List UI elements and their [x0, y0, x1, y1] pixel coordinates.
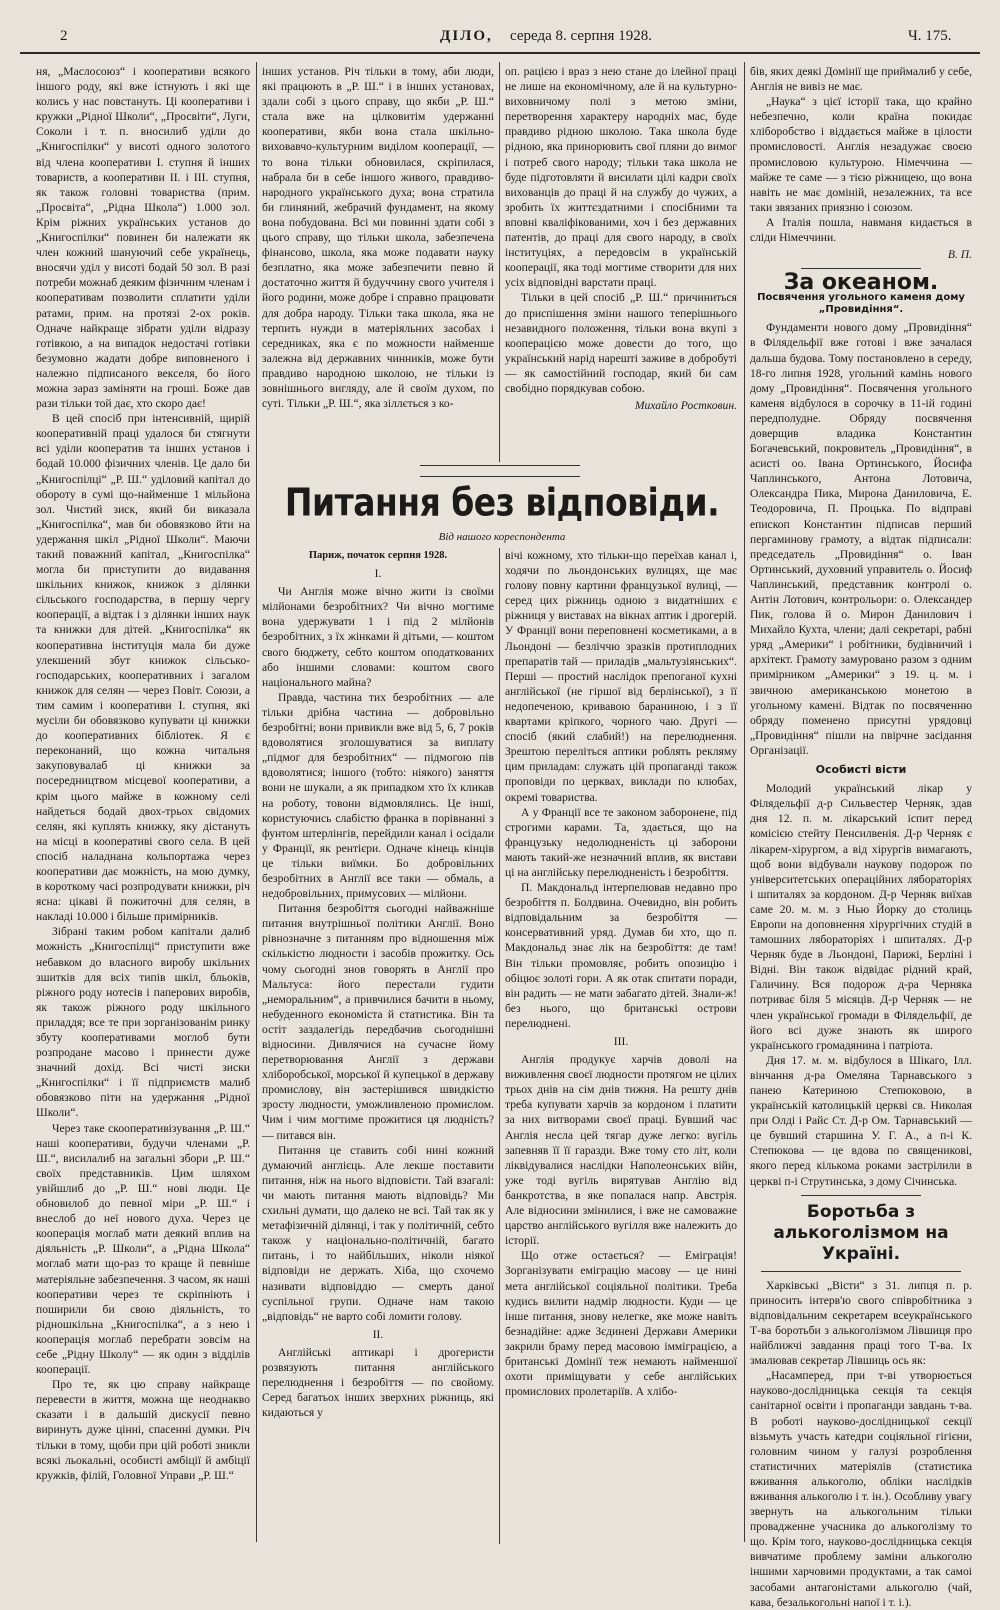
article-column-a	[262, 548, 494, 1544]
page-number: 2	[60, 28, 68, 44]
paragraph: Англія продукує харчів доволі на виживлення своєї людности протягом не цілих трьох днів на сім днів тижня. На решту днів треба купувати харчів за кордоном і платити за них витворами своєї праці. Бувший час Англія несла цей тягар дуже легко: вугіль запевняв її її гаразди. Вже тому сто літ, коли ліквідувалися наслідки Наполеонських війн, уже тоді вугіль вирятував Англію від банкротства, в яке попалася напр. Австрія. Але відносини змінилися, і вже не самоважне царство англійського вугілля вже належить до історії.	[505, 1053, 737, 1248]
story-subhead: Особисті вісти	[815, 763, 907, 777]
divider	[801, 268, 921, 269]
article-headline: Питання без відповіди.	[284, 480, 720, 525]
column-divider	[256, 62, 257, 1542]
article-byline: Від нашого кореспондента	[438, 531, 566, 543]
dateline: Париж, початок серпня 1928.	[308, 550, 448, 561]
story-dek: Посвячення угольного каменя дому „Провидіння“.	[757, 292, 965, 316]
issue-number: Ч. 175.	[908, 28, 952, 44]
column-divider	[499, 62, 500, 462]
column-6	[750, 64, 972, 1609]
paragraph: Питання це ставить собі нині кожний думаючий англієць. Але лекше поставити питання, ніж на нього відповісти. Тай взагалі: чи мають питання мають відповідь? Ми схильні думати, що далеко не всі. Тай так як у метафізичній ділянці, і так у політичній, себто також у національно-політичній, багато питань, і то найбільших, ніколи ніякої відповіди не держать. Хіба, що схочемо називати відповіддю — смерть даної суспільної групи. Одначе нам такою „відповідь“ не варто собі ломити голову.	[262, 1143, 494, 1323]
paragraph: інших установ. Річ тільки в тому, аби люди, які працюють в „Р. Ш.“ і в інших установах, здали собі з цього справу, що якби „Р. Ш.“ стала вже на цілковитім удержанні кооперативи, якби вона стала шкільно-виховавчо-культурним виділом кооперації, — то вона тільки обновилася, скріпилася, набрала би в себе іншого живого, правдиво-народного українського духа; вона стратила би глиняний, жебрачий фундамент, на якому вона побудована. Всі ми повинні здати собі з цього справу, що тільки школа, забезпечена фінансово, школа, яка може подавати науку безплатно, яка може забезпечити певно й достаточно життя й будуччину свого учителя і його родини, може добре і справно працювати для добра народу. Тільки така школа, яка не терпить нужди в матеріяльних засобах і середниках, яка є по можности найменше залежна від державних чинників, може бути правдиво народною школою, не тільки із зовнішнього вигляду, але й своїм духом, по суті. Тільки „Р. Ш.“, яка зіллється з ко-	[262, 65, 494, 411]
paragraph: Дня 17. м. м. відбулося в Шікаго, Ілл. вінчання д-ра Омеляна Тарнавського з панею Катериною Степюковою, в українській католицькій церкві св. Николая при Олді і Райс Ст. Д-р Ом. Тарнавський — це бувший старшина У. Г. А., а п-і К. Степюкова — це вдова по священикові, якого перед кількома роками застрілили в церкві п-і Струтинська, з дому Січинська.	[750, 1053, 972, 1188]
paragraph: оп. рацією і враз з нею стане до ілейної праці не лише на економічному, але й на культурно-виховничому полі з метою зміни, перетворення характеру народніх мас, буде правдиво рідною школою. Така школа буде рідною, яка принорювить свої пляни до вимог і потреб свого народу; тільки така школа не буде підготовляти й висилати цілі кадри своїх вихованців до праці й на службу до чужих, а зробить їх життєздатними і спосібними та вповні кваліфікованими, хоч і без державних патентів, до праці для свого народу, в своїх інституціях, а передовсім в українській кооперації, яка тоді могтиме створити для них усіх відповідні варстати праці.	[505, 65, 737, 290]
section-number: ІІ.	[372, 1327, 384, 1341]
paragraph: В цей спосіб при інтенсивній, щирій кооперативній праці удалося би стягнути всі уділи кооператив та інших установ і бодай 10.000 фізичних членів. Це дало би „Книгоспілці“ „Р. Ш.“ уділовий капітал до обороту в сумі що-найменше 1 мільйона зол. Чистий зиск, який би виказала „Книгоспілка“, мав би обовязково йти на удержання шкіл „Рідної Школи“. Маючи такий поважний капітал, „Книгоспілка“ могла би приступити до видавання шкільних книжок, книжок з ділянки сільського господарства, в першу чергу кооперації, а відтак і з ділянки інших наук та книжки для дітей. „Книгоспілка“ як кооперативна інституція мала би дуже улекшений збут книжок сільсько-господарських, кооперативних і загалом книжок для селян — через Повіт. Союзи, а тим самим і кооперативи І. ступня, які мусіли би обовязково купувати ці книжки до кооперативних бібліотек. Я є переконаний, що кожна читальня закуповувалаб ці книжки за посередництвом місцевої кооперативи, а крім цього майже в кожному селі найдеться бодай двох-трьох свідомих селян, які куплять книжку, яку дістануть на місці в кооперативі свого села. В цей спосіб наладнана кольпортажа через кооперативи дає можність, на мою думку, в короткому часі розпродувати книжки, річ ясна: цікаві й пожиточні для селян, в накладі 10.000 і більше примірників.	[36, 412, 250, 924]
author-signature: Михайло Ростковин.	[634, 399, 737, 413]
column-1	[36, 64, 250, 1544]
paragraph: Харківські „Вісти“ з 31. липця п. р. приносить інтерв'ю свого співробітника з відповідальним секретарем всеукраїнського Т-ва боротьби з алькоголізмом Лівшиця про найближчі завдання праці того Т-ва. Іх змалював секретар Лівшиць ось як:	[750, 1278, 972, 1368]
divider	[761, 1271, 961, 1272]
paragraph: Чи Англія може вічно жити із своїми мілйонами безробітних? Чи вічно могтиме вона удержувати 1 і під 2 мілйонів безробітних, з їх жінками й дітьми, — коштом свого бюджету, себто коштом оподаткованих або іншими словами: коштом свого національного майна?	[262, 585, 494, 689]
author-signature: В. П.	[947, 248, 972, 262]
paragraph: Питання безробіття сьогодні найважніше питання внутрішньої політики Англії. Воно рівнозначне з питанням про відношення між скількістю людности і засобів прожитку. Ось чому сьогодні знов говорять в Англії про Мальтуса: його перестали гудити „неморальним“, а привчилися бачити в ньому, небуденного економіста й статистика. Він та остіт заздалегідь передбачив сьогоднішні відносини. Дивлячися на сучасне йому перетворювання Англії з держави хліборобської, морської й купецької в державу промислову, він застерішився швидкістю зросту людности, уможливленою промислом. Чим і чим могтиме прожитися ця людність? — питався він.	[262, 902, 494, 1142]
paragraph: Що отже остається? — Еміграція! Зорганізувати еміграцію масову — це нині мета англійської соціяльної політики. Треба кудись вилити надмір людности. Куди — це інше питання, знову нелегке, яке може навіть безнадійне: адже Зєдинені Держави Америки закрили браму перед масовою імміграцією, а британські Домінії теж немають найменшої охоти приміщувати у себе англійських промислових пролетаріїв. А хлібо-	[505, 1249, 737, 1399]
paragraph: Фундаменти нового дому „Провидіння“ в Філядельфії вже готові і вже зачалася дальша будова. Тому постановлено в середу, 18-го липня 1928, угольний камінь нового дому „Провидіння“. Посвячення угольного каменя відбулося в сорочку в 11-ій годині передполудне. Обряду посвячення доверщив владика Константин Богачевський, покровитель „Провидіння“, в асисті оо. Івана Ортинського, Йосифа Чаплинського, Антона Лотовича, Олександра Пика, Мирона Даниловича, Е. Теодоровича, П. Процька. По відправі епископ Константин підписав перший пергаминову грамоту, а відтак підписали: председатель „Провидіння“ о. Іван Ортинський, духовний управитель о. Йосиф Чаплинський, представник контролі о. Антін Лотович, контрольори: о. Олександер Пик, голова й о. Мирон Данилович і Михайло Кухта, члени; далі секретарі, рабні уряд „Америки“ і робітники, будівничий і архітект. Грамоту замуровано разом з одним примірником „Америки“ з 19. ц. м. і звичною американською монетою в угольному камені. Відтак по посвяченню обряду поменено присутні урядовці „Провидіння“ пішли на пвірчне засідання Організації.	[750, 321, 972, 757]
paragraph: Зібрані таким робом капітали далиб можність „Книгоспілці“ приступити вже небавком до власного виробу шкільних зшитків для всіх типів шкіл, бльоків, ріжного роду нотесів і паперових виробів, як також ріжного роду шкільного приладдя; все те при зорганізованім ринку збуту кооперативами моглоб бути розпродане масово і принести дуже значний дохід. Всі чисті зиски „Книгоспілки“ і її підприємств малиб обовязково піти на удержання „Рідної Школи“.	[36, 925, 250, 1120]
article-column-b	[505, 548, 737, 1544]
column-2	[262, 64, 494, 464]
paragraph: вічі кожному, хто тільки-що переїхав канал і, ходячи по льондонських вулицях, ще має голову повну картини французької вулиці, — серед цих ріжниць одною з видатніших є ріжниця у виставах на вікнах аптик і дрогерій. У Франції вони переповнені косметиками, а в Льондоні — безліччю зразків протиплодних препаратів тай — приладів „мальтузіянських“. Перші — простий наслідок препоганої кухні англійської (не гіршої від берлінської), з її недопеченою, кривавою бараниною, і з її квартами кріпкого, чорного чаю. Другі — спосіб (який слабий!) на перелюднення. Зрештою переліться аптики роблять рекляму цим приладам: служать цій пропаганді також проповіди по церквах, виклади по клюбах, окремі товариства.	[505, 549, 737, 804]
ornament-divider	[420, 465, 580, 477]
paragraph: Молодий український лікар у Філядельфії д-р Сильвестер Черняк, здав дня 12. п. м. лікарський іспит перед комісією стейту Пенсилвенія. Д-р Черняк є лікарем-хірургом, а від хірургів вимагають, щоб вони відбували наукову подорож по університетських операційних лябораторіях і шпиталях за кордоном. Д-р Черняк виїхав саме 20. м. м. з Нью Йорку до столиць Европи на доповнення хірургічних студій в тамошних лябораторіях і шпиталях. Д-р Черняк буде в Льондоні, Парижі, Берліні і Відні. Він також відвідає рідний край, Галичину. Вся подорож д-ра Черняка потриває біля 5 місяців. Д-р Черняк — не член української громади в Філядельфії, де його всі дуже знають як широго українського громадянина і патріота.	[750, 782, 972, 1052]
paragraph: А у Франції все те законом заборонене, під строгими карами. Та, здається, що на французьку недолюдненість ці заборони мають такий-же незначний вплив, як вистави ці на англійську перелюдненість і безробіття.	[505, 805, 737, 879]
paragraph: Через таке скооперативізування „Р. Ш.“ наші кооперативи, будучи членами „Р. Ш.“, висилалиб на загальні збори „Р. Ш.“ своїх представників. Цим шляхом увійшлиб до „Р. Ш.“ нові люди. Це обновилоб до певної міри „Р. Ш.“ і внеслоб до неї нового духа. Через це кооперація моглаб мати деякий вплив на діяльність „Р. Школи“, а „Рідна Школа“ моглаб мати що-раз то краще й певніше матеріяльне забезпечення. З часом, як наші кооперативи через те скріпніють і поширили би свою діяльність, то рідношкільна „Книгоспілка“, а з нею і кооперація моглаб перебрати зовсім на себе „Рідну Школу“ — як один з відділів кооперації.	[36, 1121, 250, 1377]
paragraph: Правда, частина тих безробітних — але тільки дрібна частина — добровільно безробітні; вони привикли вже від 5, 6, 7 років вдоволятися зголошуватися за виплату „підмог для безробітних“ — підмогою пів вдоволятися; іншого (тобто: ніякого) заняття вони не шукали, а як припадком хто їх кликав на роботу, товони відмовлялись. Це інші, користуючись слабістю франка в порівнанні з фунтом штерлінгів, перейдили канал і осідали у Франції, як рентієри. Одначе кінець кінців це тільки виїмки. Бо добровільних безробітних в Англії все таки — обмаль, а недобровільних, примусових — мілйони.	[262, 690, 494, 901]
paragraph: Про те, як цю справу найкраще перевести в життя, можна ще неоднакво сказати і в дальшій дискусії певно виринуть дуже цінні, спасенні думки. Річ тільки в тому, щоби при цій роботі зникли всякі льокальні, особисті амбіції й амбіції кружків, філій, Головної Управи „Р. Ш.“	[36, 1378, 250, 1482]
paragraph: „Наука“ з цієї історії така, що крайно небезпечно, коли країна покидає хліборобство і віддається майже в цілости промисловості. Англія незадужає своєю промисловою культурою. Німеччина — майже те саме — з тією ріжницею, що вона навіть не має доміній, незалежних, та все таки звязаних приязню і союзом.	[750, 95, 972, 214]
paragraph: П. Макдональд інтерпелював недавно про безробіття п. Болдвина. Очевидно, він робить відповідальним за безробіття — консервативний уряд. Думав би хто, що п. Макдональд знає лік на безробіття: де там! Він тільки промовляє, робить опозицію і обіцює золоті гори. А як отак спитати поради, він радить — не мати забагато дітей. Знали-ж! без нього, що британські острови перелюднені.	[505, 881, 737, 1030]
paragraph: бів, яких деякі Домінії ще приймалиб у себе, Англія не вивіз не має.	[750, 65, 972, 94]
story-headline: Боротьба з алькоголізмом на Україні.	[773, 1201, 949, 1264]
divider	[801, 1195, 921, 1196]
paragraph: „Насамперед, при т-ві утворюється науково-дослідницька секція та секція санітарної освіти і пропаганди завдань т-ва. В роботі науково-дослідницької секції візьмуть участь катедри соціяльної гігієни, головним чином у галузі розроблення статистичних матеріялів (статистика вживання алькоголю, обліки наслідків вживання алькоголю і т. ін.). Особливу увагу звернуть на алькогольним тільки провадженне учасника до алькоголізму то що. Крім того, науково-дослідницька секція вивчатиме проблему заміни алькоголю іншими харчовими продуктами, а так самоі засобами антагоністами алькоголю (чай, кава, безалькогольні напої і т. і.).	[750, 1369, 972, 1609]
column-divider	[499, 548, 500, 1544]
section-number: ІІІ.	[613, 1035, 629, 1048]
issue-date: середа 8. серпня 1928.	[510, 28, 652, 44]
page-header	[20, 22, 980, 54]
paragraph: ня, „Маслосоюз“ і кооперативи всякого іншого роду, які вже істнують і які ще колись у нас повстануть. Ці кооперативи і кружки „Рідної Школи“, „Просвіти“, Луги, Соколи і т. п. вносилиб уділи до „Книгоспілки“ у висоті одного золотого від члена кооперативи І. ступня й інших товариств, а кооперативи ІІ. і ІІІ. ступня, як також головні товариства (прим. „Просвіта“, „Рідна Школа“) 1.000 зол. Крім ріжних українських установ до „Книгоспілки“ повинен би належати як член кожний шануючий себе українець, вносячи уділ у висоті бодай 50 зол. В разі потреби можнаб деяким фізичним членам і кооперативам позволити сплатити уділи ратами, прим. на протязі 2-ох років. Одначе найкраще зібрати уділи відразу готівкою, а на випадок недостачі готівки безумовно жадати добре виповненого і належно підписаного векселя, бо його можна зараз заміняти на гроші. Боже дав рази тільки той дає, хто скоро дає!	[36, 65, 251, 411]
column-divider	[744, 62, 745, 1542]
column-3	[505, 64, 737, 464]
paragraph: А Італія пошла, навманя кидається в сліди Німеччини.	[750, 215, 972, 245]
paragraph: Англійські аптикарі і дрогеристи розвязують питання англійського перелюднення і безробіття — по свойому. Серед багатьох інших зверхних ріжниць, які кидаються у	[262, 1345, 494, 1420]
paragraph: Тільки в цей спосіб „Р. Ш.“ причиниться до приспішення зміни нашого теперішнього незавидного положення, тільки вона вкупі з кооперацією може довести до того, що український нарід нарешті заживе в добробуті — як самостійний господар, який би сам свобідно порядкував собою.	[505, 291, 737, 395]
story-headline: За океаном.	[783, 270, 939, 296]
section-number: І.	[374, 567, 382, 581]
masthead: ДІЛО,	[440, 28, 493, 44]
